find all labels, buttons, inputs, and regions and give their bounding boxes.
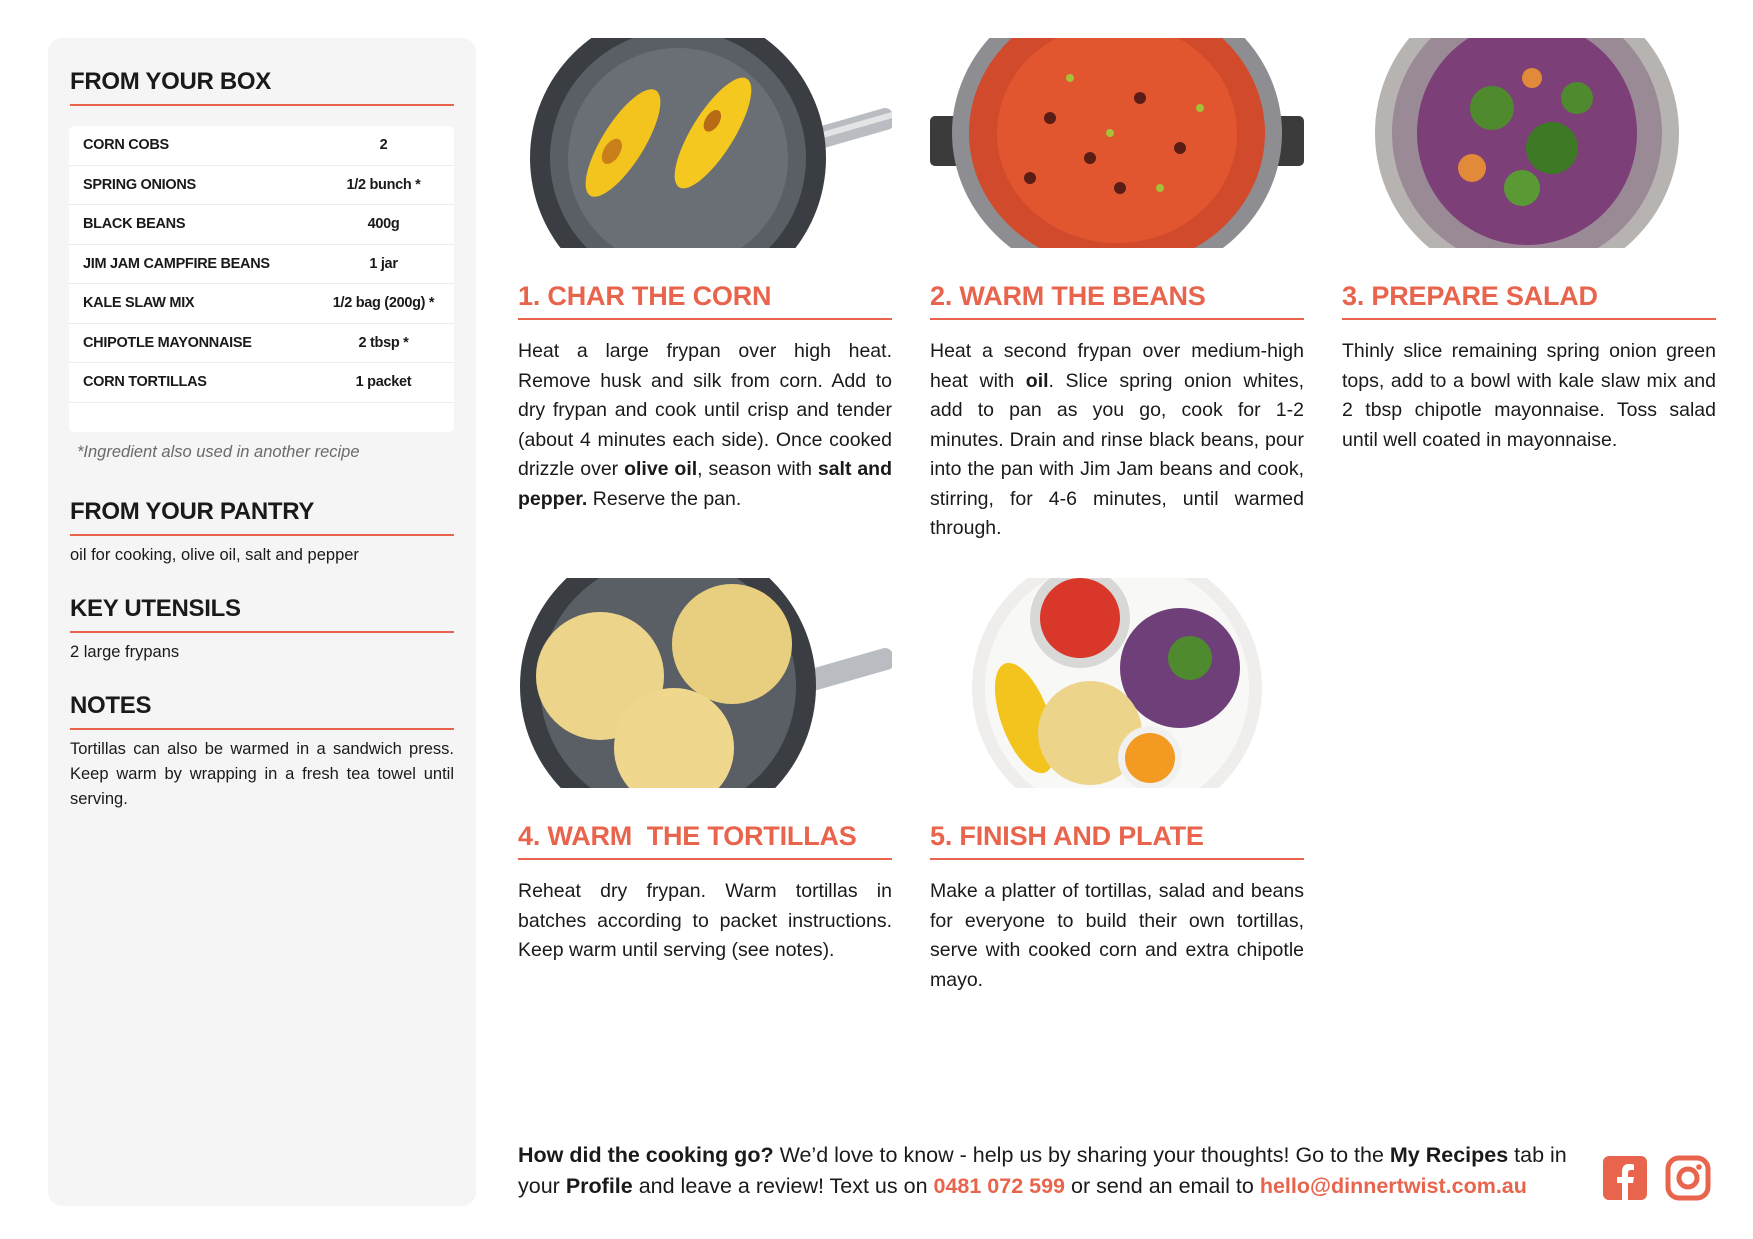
step-1-title: 1. CHAR THE CORN: [518, 281, 892, 320]
ingredient-qty: 2 tbsp *: [358, 334, 409, 351]
ingredients-sidebar: [48, 38, 476, 1206]
ingredient-name: JIM JAM CAMPFIRE BEANS: [83, 255, 270, 272]
ingredient-qty: 1/2 bunch *: [346, 176, 421, 193]
ingredient-row: [69, 245, 454, 285]
footer-text-segment[interactable]: hello@dinnertwist.com.au: [1259, 1174, 1527, 1198]
ingredient-qty: 1 packet: [355, 374, 412, 391]
step-text-segment: Reserve the pan.: [587, 487, 742, 510]
ingredient-row: [69, 284, 454, 324]
step-text-segment: olive oil: [624, 458, 698, 480]
step-1-text: [518, 337, 892, 514]
step-text-segment: Thinly slice remaining spring onion green tops, add to a bowl with kale slaw mix and 2 tbsp chipotle mayonnaise. Toss salad until well coated in mayonnaise.: [1342, 340, 1716, 451]
utensils-text: 2 large frypans: [70, 643, 180, 661]
step-text-segment: Heat a large frypan over high heat. Remove husk and silk from corn. Add to dry frypan and cook until crisp and tender (about 4 minutes each side). Once cooked drizzle over: [518, 340, 892, 480]
notes-text: Tortillas can also be warmed in a sandwich press. Keep warm by wrapping in a fresh tea towel until serving.: [70, 740, 454, 808]
step-4-text: [518, 877, 892, 966]
ingredient-qty: 1 jar: [369, 255, 398, 272]
ingredient-name: CORN TORTILLAS: [83, 374, 207, 391]
ingredient-row: [69, 126, 454, 166]
step-5-photo: [930, 578, 1304, 788]
ingredient-name: SPRING ONIONS: [83, 176, 196, 193]
ingredient-name: CORN COBS: [83, 137, 169, 154]
ingredient-qty: 2: [379, 137, 388, 154]
review-prompt: [518, 1140, 1578, 1202]
step-2-text: [930, 337, 1304, 544]
ingredient-qty: 1/2 bag (200g) *: [332, 295, 435, 312]
ingredient-name: BLACK BEANS: [83, 216, 186, 233]
footer-text-segment[interactable]: 0481 072 599: [933, 1174, 1066, 1198]
step-text-segment: salt and pepper.: [518, 458, 893, 510]
step-2-photo: [930, 38, 1304, 248]
ingredient-row: [69, 166, 454, 206]
step-text-segment: . Slice spring onion whites, add to pan as you go, cook for 1-2 minutes. Drain and rinse black beans, pour into the pan with Jim Jam beans and cook, stirring, for 4-6 minutes, until warmed through.: [930, 369, 1305, 539]
ingredient-row: [69, 363, 454, 403]
footer-text-segment: How did the cooking go?: [518, 1143, 774, 1167]
facebook-icon[interactable]: [1602, 1155, 1648, 1201]
pantry-text: oil for cooking, olive oil, salt and pepper: [70, 546, 359, 564]
instagram-icon[interactable]: [1665, 1155, 1711, 1201]
step-3-title: 3. PREPARE SALAD: [1342, 281, 1716, 320]
step-5-text: [930, 877, 1304, 995]
step-text-segment: Reheat dry frypan. Warm tortillas in batches according to packet instructions. Keep warm until serving (see notes).: [518, 880, 892, 961]
footer-text-segment: We’d love to know - help us by sharing your thoughts! Go to the: [773, 1143, 1390, 1167]
pantry-heading: FROM YOUR PANTRY: [70, 498, 454, 536]
step-1-photo: [518, 38, 892, 248]
step-3-photo: [1342, 38, 1716, 248]
step-4-photo: [518, 578, 892, 788]
step-3-text: [1342, 337, 1716, 455]
ingredient-row: [69, 324, 454, 364]
utensils-heading: KEY UTENSILS: [70, 595, 454, 633]
ingredient-name: CHIPOTLE MAYONNAISE: [83, 334, 252, 351]
step-5-title: 5. FINISH AND PLATE: [930, 821, 1304, 860]
footer-text-segment: or send an email to: [1065, 1174, 1260, 1198]
footer-text-segment: tab in your: [518, 1143, 1567, 1198]
step-text-segment: Heat a second frypan over medium-high heat with: [930, 340, 1304, 392]
ingredient-qty: 400g: [367, 216, 400, 233]
step-4-title: 4. WARM THE TORTILLAS: [518, 821, 892, 860]
step-text-segment: oil: [1025, 369, 1049, 392]
ingredient-name: KALE SLAW MIX: [83, 295, 195, 312]
step-text-segment: , season with: [697, 458, 818, 480]
footer-text-segment: and leave a review! Text us on: [632, 1174, 934, 1198]
from-your-box-heading: FROM YOUR BOX: [70, 68, 454, 106]
ingredient-footnote: *Ingredient also used in another recipe: [77, 443, 360, 461]
ingredient-row: [69, 205, 454, 245]
step-2-title: 2. WARM THE BEANS: [930, 281, 1304, 320]
step-text-segment: Make a platter of tortillas, salad and beans for everyone to build their own tortillas, serve with cooked corn and extra chipotle mayo.: [930, 880, 1304, 991]
ingredients-table: [69, 126, 454, 432]
footer-text-segment: My Recipes: [1389, 1143, 1509, 1167]
notes-heading: NOTES: [70, 692, 454, 730]
footer-text-segment: Profile: [565, 1174, 633, 1198]
